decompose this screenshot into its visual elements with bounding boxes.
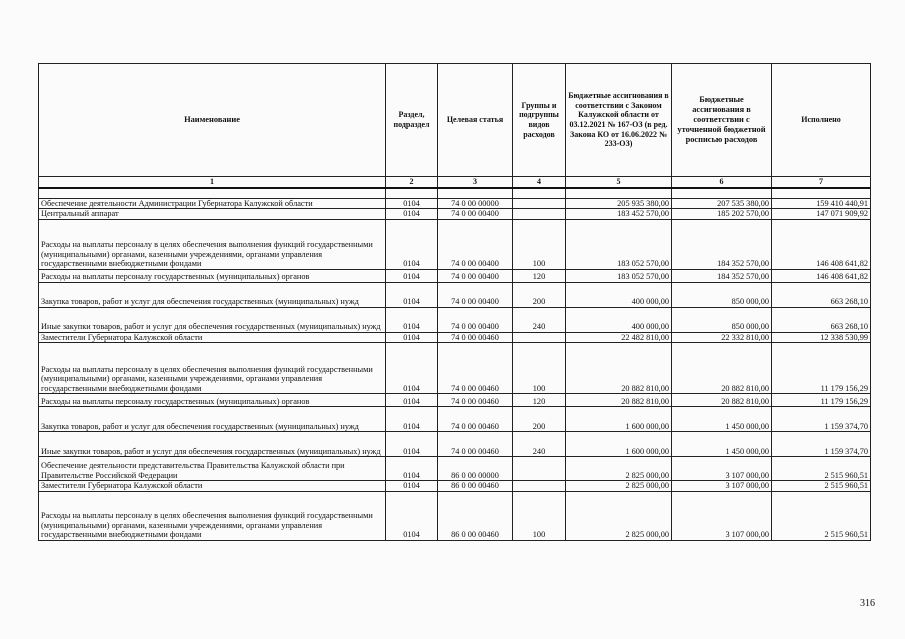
row-target: 74 0 00 00000 — [438, 198, 513, 209]
row-section: 0104 — [386, 198, 438, 209]
row-law-amount: 20 882 810,00 — [566, 394, 672, 407]
row-target: 86 0 00 00460 — [438, 481, 513, 492]
row-target: 74 0 00 00460 — [438, 407, 513, 432]
row-section: 0104 — [386, 432, 438, 457]
row-target: 74 0 00 00460 — [438, 343, 513, 394]
header-done: Исполнено — [772, 64, 871, 177]
row-expense-type: 100 — [513, 219, 566, 269]
column-number: 3 — [438, 177, 513, 188]
row-expense-type — [513, 481, 566, 492]
row-name: Закупка товаров, работ и услуг для обеспечения государственных (муниципальных) нужд — [39, 282, 386, 307]
table-row — [39, 269, 871, 282]
table-row — [39, 481, 871, 492]
row-executed-amount: 2 515 960,51 — [772, 457, 871, 481]
row-law-amount: 20 882 810,00 — [566, 343, 672, 394]
table-row — [39, 307, 871, 332]
row-expense-type: 240 — [513, 307, 566, 332]
spacer-row — [39, 188, 871, 199]
row-law-amount: 1 600 000,00 — [566, 407, 672, 432]
row-executed-amount: 146 408 641,82 — [772, 219, 871, 269]
row-expense-type: 200 — [513, 407, 566, 432]
row-expense-type — [513, 198, 566, 209]
row-section: 0104 — [386, 491, 438, 540]
row-list-amount: 3 107 000,00 — [672, 491, 772, 540]
row-section: 0104 — [386, 481, 438, 492]
row-target: 74 0 00 00400 — [438, 219, 513, 269]
row-list-amount: 850 000,00 — [672, 282, 772, 307]
row-section: 0104 — [386, 394, 438, 407]
row-expense-type: 120 — [513, 394, 566, 407]
row-law-amount: 183 052 570,00 — [566, 269, 672, 282]
table-row — [39, 432, 871, 457]
row-name: Закупка товаров, работ и услуг для обеспечения государственных (муниципальных) нужд — [39, 407, 386, 432]
row-law-amount: 2 825 000,00 — [566, 457, 672, 481]
column-number: 2 — [386, 177, 438, 188]
row-section: 0104 — [386, 407, 438, 432]
table-row — [39, 209, 871, 220]
row-executed-amount: 159 410 440,91 — [772, 198, 871, 209]
row-list-amount: 1 450 000,00 — [672, 407, 772, 432]
row-executed-amount: 1 159 374,70 — [772, 432, 871, 457]
row-list-amount: 207 535 380,00 — [672, 198, 772, 209]
row-list-amount: 20 882 810,00 — [672, 343, 772, 394]
row-target: 74 0 00 00460 — [438, 332, 513, 343]
header-section: Раздел, подраздел — [386, 64, 438, 177]
header-row — [39, 64, 871, 177]
row-target: 74 0 00 00460 — [438, 394, 513, 407]
row-law-amount: 22 482 810,00 — [566, 332, 672, 343]
row-executed-amount: 11 179 156,29 — [772, 343, 871, 394]
header-name: Наименование — [39, 64, 386, 177]
table-row — [39, 491, 871, 540]
row-target: 74 0 00 00460 — [438, 432, 513, 457]
budget-table — [38, 63, 871, 541]
row-expense-type: 100 — [513, 343, 566, 394]
row-expense-type: 100 — [513, 491, 566, 540]
row-target: 74 0 00 00400 — [438, 282, 513, 307]
row-name: Центральный аппарат — [39, 209, 386, 220]
row-target: 74 0 00 00400 — [438, 307, 513, 332]
row-list-amount: 184 352 570,00 — [672, 219, 772, 269]
row-executed-amount: 663 268,10 — [772, 282, 871, 307]
row-list-amount: 3 107 000,00 — [672, 481, 772, 492]
column-number-row — [39, 177, 871, 188]
row-law-amount: 2 825 000,00 — [566, 481, 672, 492]
row-name: Расходы на выплаты персоналу в целях обеспечения выполнения функций государственными (муниципальными) органами, казенными учреждениями, органами управления государственными внебюджетными фондами — [39, 343, 386, 394]
row-law-amount: 183 052 570,00 — [566, 219, 672, 269]
row-name: Заместители Губернатора Калужской области — [39, 332, 386, 343]
table-row — [39, 282, 871, 307]
row-law-amount: 2 825 000,00 — [566, 491, 672, 540]
row-section: 0104 — [386, 219, 438, 269]
row-law-amount: 400 000,00 — [566, 307, 672, 332]
row-list-amount: 850 000,00 — [672, 307, 772, 332]
row-section: 0104 — [386, 282, 438, 307]
row-name: Иные закупки товаров, работ и услуг для обеспечения государственных (муниципальных) нужд — [39, 307, 386, 332]
row-section: 0104 — [386, 332, 438, 343]
column-number: 4 — [513, 177, 566, 188]
row-executed-amount: 146 408 641,82 — [772, 269, 871, 282]
row-law-amount: 400 000,00 — [566, 282, 672, 307]
row-target: 86 0 00 00000 — [438, 457, 513, 481]
row-name: Расходы на выплаты персоналу государственных (муниципальных) органов — [39, 269, 386, 282]
table-row — [39, 332, 871, 343]
table-row — [39, 198, 871, 209]
table-body — [39, 188, 871, 541]
row-executed-amount: 11 179 156,29 — [772, 394, 871, 407]
row-executed-amount: 12 338 530,99 — [772, 332, 871, 343]
table-row — [39, 219, 871, 269]
row-expense-type — [513, 209, 566, 220]
column-number: 1 — [39, 177, 386, 188]
row-section: 0104 — [386, 343, 438, 394]
row-executed-amount: 147 071 909,92 — [772, 209, 871, 220]
row-executed-amount: 2 515 960,51 — [772, 491, 871, 540]
row-name: Расходы на выплаты персоналу в целях обеспечения выполнения функций государственными (муниципальными) органами, казенными учреждениями, органами управления государственными внебюджетными фондами — [39, 219, 386, 269]
row-name: Заместители Губернатора Калужской области — [39, 481, 386, 492]
table-row — [39, 343, 871, 394]
row-law-amount: 183 452 570,00 — [566, 209, 672, 220]
row-section: 0104 — [386, 457, 438, 481]
header-groups: Группы и подгруппы видов расходов — [513, 64, 566, 177]
column-number: 6 — [672, 177, 772, 188]
row-list-amount: 3 107 000,00 — [672, 457, 772, 481]
row-list-amount: 1 450 000,00 — [672, 432, 772, 457]
row-section: 0104 — [386, 307, 438, 332]
column-number: 5 — [566, 177, 672, 188]
row-expense-type: 240 — [513, 432, 566, 457]
header-list: Бюджетные ассигнования в соответствии с уточненной бюджетной росписью расходов — [672, 64, 772, 177]
row-list-amount: 22 332 810,00 — [672, 332, 772, 343]
row-name: Иные закупки товаров, работ и услуг для обеспечения государственных (муниципальных) нужд — [39, 432, 386, 457]
header-target: Целевая статья — [438, 64, 513, 177]
row-executed-amount: 1 159 374,70 — [772, 407, 871, 432]
row-expense-type — [513, 332, 566, 343]
row-expense-type — [513, 457, 566, 481]
column-number: 7 — [772, 177, 871, 188]
row-expense-type: 200 — [513, 282, 566, 307]
row-name: Расходы на выплаты персоналу в целях обеспечения выполнения функций государственными (муниципальными) органами, казенными учреждениями, органами управления государственными внебюджетными фондами — [39, 491, 386, 540]
table-row — [39, 407, 871, 432]
row-law-amount: 205 935 380,00 — [566, 198, 672, 209]
row-name: Обеспечение деятельности Администрации Губернатора Калужской области — [39, 198, 386, 209]
table-row — [39, 457, 871, 481]
row-law-amount: 1 600 000,00 — [566, 432, 672, 457]
row-target: 74 0 00 00400 — [438, 209, 513, 220]
row-name: Обеспечение деятельности представительства Правительства Калужской области при Правительстве Российской Федерации — [39, 457, 386, 481]
row-executed-amount: 2 515 960,51 — [772, 481, 871, 492]
row-section: 0104 — [386, 269, 438, 282]
table-row — [39, 394, 871, 407]
header-law: Бюджетные ассигнования в соответствии с Законом Калужской области от 03.12.2021 № 167-ОЗ (в ред. Закона КО от 16.06.2022 № 233-ОЗ) — [566, 64, 672, 177]
row-list-amount: 184 352 570,00 — [672, 269, 772, 282]
row-name: Расходы на выплаты персоналу государственных (муниципальных) органов — [39, 394, 386, 407]
row-section: 0104 — [386, 209, 438, 220]
row-list-amount: 185 202 570,00 — [672, 209, 772, 220]
row-target: 74 0 00 00400 — [438, 269, 513, 282]
row-executed-amount: 663 268,10 — [772, 307, 871, 332]
row-target: 86 0 00 00460 — [438, 491, 513, 540]
row-list-amount: 20 882 810,00 — [672, 394, 772, 407]
page-number: 316 — [860, 598, 875, 609]
row-expense-type: 120 — [513, 269, 566, 282]
